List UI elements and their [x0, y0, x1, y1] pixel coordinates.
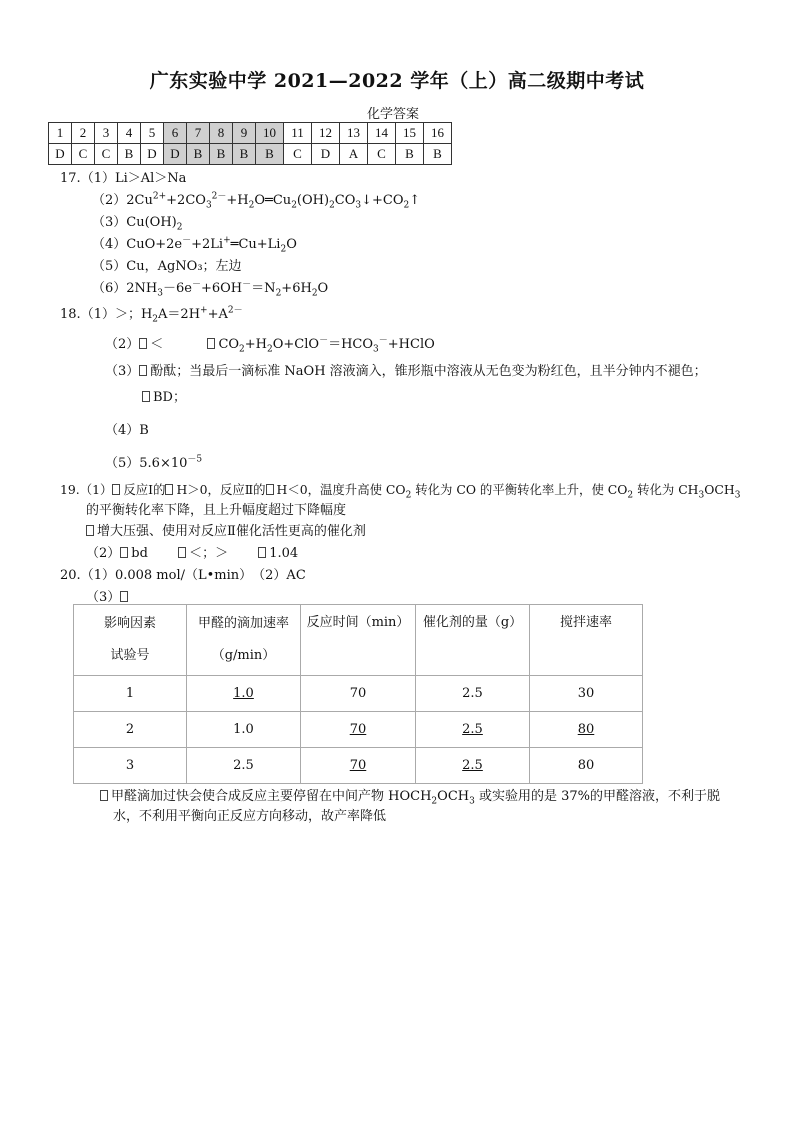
- missing-glyph-icon: [86, 525, 94, 536]
- page-subtitle: 化学答案: [367, 107, 420, 122]
- experiment-header-cell: 影响因素 试验号: [74, 605, 187, 676]
- answer-letter-cell: C: [368, 144, 396, 165]
- experiment-table-cell: 80: [530, 712, 643, 748]
- experiment-table-row: [74, 676, 643, 712]
- answer-letter-cell: B: [233, 144, 256, 165]
- missing-glyph-icon: [178, 547, 186, 558]
- experiment-table-cell: 70: [301, 676, 416, 712]
- experiment-table-cell: 2.5: [416, 676, 530, 712]
- q17-part1: 17.（1）Li＞Al＞Na: [60, 171, 187, 186]
- experiment-table-cell: 2.5: [187, 748, 301, 784]
- q18-part3: （3） 酚酞；当最后一滴标准 NaOH 溶液滴入，锥形瓶中溶液从无色变为粉红色，且半分钟内不褪色；: [105, 364, 707, 379]
- answer-letter-cell: B: [118, 144, 141, 165]
- experiment-table-cell: 1.0: [187, 676, 301, 712]
- q18-part2: $(2) < CO_2+H_2O+ClO^-=HCO_3^-+HClO$: [105, 335, 435, 355]
- answer-number-cell: 11: [284, 123, 312, 144]
- answer-number-cell: 9: [233, 123, 256, 144]
- answer-number-row: [49, 123, 452, 144]
- missing-glyph-icon: [112, 484, 120, 495]
- answer-number-cell: 3: [95, 123, 118, 144]
- q20-conclusion: 甲醛滴加过快会使合成反应主要停留在中间产物 $HOCH_2OCH_3$ 或实验用的是 37%的甲醛溶液，不利于脱: [100, 788, 720, 806]
- missing-glyph-icon: [139, 338, 147, 349]
- answer-number-cell: 4: [118, 123, 141, 144]
- missing-glyph-icon: [142, 391, 150, 402]
- answer-letter-cell: B: [210, 144, 233, 165]
- answer-letter-cell: B: [256, 144, 284, 165]
- answer-number-cell: 8: [210, 123, 233, 144]
- answer-letter-cell: C: [72, 144, 95, 165]
- answer-letter-cell: C: [95, 144, 118, 165]
- q19-part2: （2） bd ＜；＞ 1.04: [86, 546, 299, 561]
- answer-letter-cell: D: [312, 144, 340, 165]
- page-title: 广东实验中学 2021—2022 学年（上）高二级期中考试: [149, 70, 645, 92]
- answer-letter-cell: B: [396, 144, 424, 165]
- q20-part1: 20.（1）0.008 mol/（L•min） （2）AC: [60, 568, 306, 583]
- experiment-table-cell: 2.5: [416, 748, 530, 784]
- q20-conclusion-cont: 水，不利用平衡向正反应方向移动，故产率降低: [113, 809, 387, 824]
- answer-number-cell: 12: [312, 123, 340, 144]
- q18-part1: 18.（1）＞；$H_2A=2H^++A^{2-}$: [60, 305, 243, 325]
- q20-label: 20.: [60, 568, 81, 583]
- answer-number-cell: 14: [368, 123, 396, 144]
- answer-letter-cell: D: [49, 144, 72, 165]
- missing-glyph-icon: [100, 790, 108, 801]
- q19-part1: 19.（1） 反应Ⅰ的 H＞0，反应Ⅱ的 H＜0，温度升高使 $CO_2$ 转化为 CO 的平衡转化率上升，使 $CO_2$ 转化为 $CH_3OCH_3$: [60, 482, 741, 501]
- experiment-table-cell: 30: [530, 676, 643, 712]
- experiment-table-row: [74, 712, 643, 748]
- experiment-header-cell: 甲醛的滴加速率 （g/min）: [187, 605, 301, 676]
- q17-part4: $(4)CuO+2e^-+2Li^+═Cu+Li_2O$: [92, 235, 297, 255]
- q18-part3-b: BD；: [142, 389, 186, 407]
- answer-number-cell: 16: [424, 123, 452, 144]
- experiment-table-row: [74, 748, 643, 784]
- answer-letter-cell: D: [141, 144, 164, 165]
- answer-number-cell: 13: [340, 123, 368, 144]
- q17-part6: $(6)2NH_3-6e^-+6OH^-=N_2+6H_2O$: [92, 279, 329, 299]
- answer-number-cell: 10: [256, 123, 284, 144]
- answer-letter-cell: B: [424, 144, 452, 165]
- experiment-table-cell: 70: [301, 748, 416, 784]
- experiment-header-cell: 催化剂的量（g）: [416, 605, 530, 676]
- q17-part3: $(3)Cu(OH)_2$: [92, 215, 183, 233]
- missing-glyph-icon: [258, 547, 266, 558]
- experiment-table-cell: 3: [74, 748, 187, 784]
- experiment-table: [73, 604, 643, 784]
- answer-letter-cell: A: [340, 144, 368, 165]
- experiment-header-cell: 搅拌速率: [530, 605, 643, 676]
- answer-letter-cell: C: [284, 144, 312, 165]
- answer-letter-row: [49, 144, 452, 165]
- answer-number-cell: 5: [141, 123, 164, 144]
- q19-part1-b: 增大压强、使用对反应Ⅱ催化活性更高的催化剂: [86, 523, 366, 541]
- q17-label: 17.: [60, 171, 81, 186]
- missing-glyph-icon: [120, 547, 128, 558]
- answer-number-cell: 1: [49, 123, 72, 144]
- answer-letter-cell: D: [164, 144, 187, 165]
- missing-glyph-icon: [120, 591, 128, 602]
- q19-label: 19.: [60, 482, 80, 497]
- q20-part3: （3）: [86, 589, 131, 607]
- answer-number-cell: 15: [396, 123, 424, 144]
- q18-part4: （4）B: [105, 423, 149, 438]
- q18-label: 18.: [60, 307, 81, 322]
- experiment-table-cell: 80: [530, 748, 643, 784]
- answer-number-cell: 6: [164, 123, 187, 144]
- experiment-table-cell: 70: [301, 712, 416, 748]
- answer-table: [48, 122, 452, 165]
- missing-glyph-icon: [266, 484, 274, 495]
- q17-part5: （5）Cu，AgNO₃；左边: [92, 259, 242, 274]
- missing-glyph-icon: [165, 484, 173, 495]
- q18-part5: $(5)5.6\times 10^{-5}$: [105, 454, 203, 471]
- experiment-header-cell: 反应时间（min）: [301, 605, 416, 676]
- answer-letter-cell: B: [187, 144, 210, 165]
- answer-number-cell: 2: [72, 123, 95, 144]
- experiment-table-cell: 1: [74, 676, 187, 712]
- answer-number-cell: 7: [187, 123, 210, 144]
- missing-glyph-icon: [139, 365, 147, 376]
- experiment-table-cell: 2: [74, 712, 187, 748]
- q17-part2: $(2)2Cu^{2+}+2CO_3^{2-}+H_2O═Cu_2(OH)_2CO_3↓+CO_2↑$: [92, 191, 421, 211]
- experiment-table-cell: 1.0: [187, 712, 301, 748]
- missing-glyph-icon: [207, 338, 215, 349]
- experiment-table-cell: 2.5: [416, 712, 530, 748]
- q19-part1-cont: 的平衡转化率下降，且上升幅度超过下降幅度: [86, 503, 347, 518]
- experiment-table-header: [74, 605, 643, 676]
